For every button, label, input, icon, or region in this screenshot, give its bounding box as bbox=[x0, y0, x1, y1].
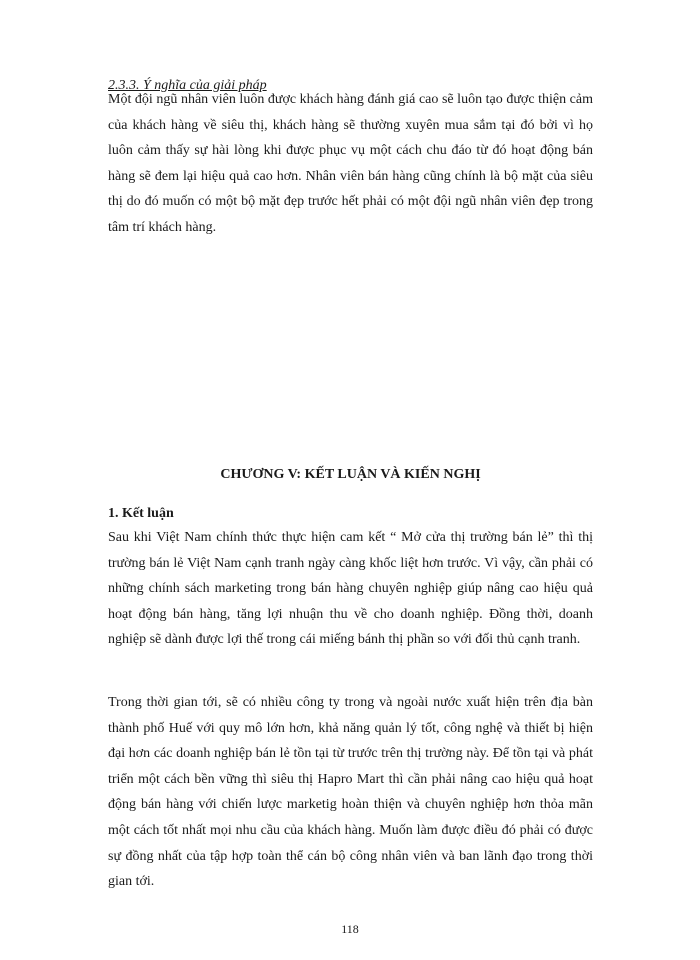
page-number: 118 bbox=[341, 922, 359, 936]
subsection-heading: 2.3.3. Ý nghĩa của giải pháp bbox=[108, 78, 267, 93]
paragraph-solution-meaning: Một đội ngũ nhân viên luôn được khách hàng đánh giá cao sẽ luôn tạo được thiện cảm của khách hàng về siêu thị, khách hàng sẽ thường xuyên mua sắm tại đó bởi vì họ luôn cảm thấy sự hài lòng khi được phục vụ một cách chu đáo từ đó hoạt động bán hàng sẽ đem lại hiệu quả cao hơn. Nhân viên bán hàng cũng chính là bộ mặt của siêu thị do đó muốn có một bộ mặt đẹp trước hết phải có một đội ngũ nhân viên đẹp trong tâm trí khách hàng. bbox=[108, 92, 593, 235]
section-heading-conclusion: 1. Kết luận bbox=[108, 506, 174, 521]
chapter-title: CHƯƠNG V: KẾT LUẬN VÀ KIẾN NGHỊ bbox=[220, 467, 481, 482]
paragraph-conclusion-2: Trong thời gian tới, sẽ có nhiều công ty trong và ngoài nước xuất hiện trên địa bàn thành phố Huế với quy mô lớn hơn, khả năng quản lý tốt, công nghệ và thiết bị hiện đại hơn các doanh nghiệp bán lẻ tồn tại từ trước trên thị trường này. Để tồn tại và phát triển một cách bền vững thì siêu thị Hapro Mart thì cần phải nâng cao hiệu quả hoạt động bán hàng với chiến lược marketig hoàn thiện và chuyên nghiệp hơn thỏa mãn một cách tốt nhất mọi nhu cầu của khách hàng. Muốn làm được điều đó phải có được sự đồng nhất của tập hợp toàn thể cán bộ công nhân viên và ban lãnh đạo trong thời gian tới. bbox=[108, 695, 593, 890]
paragraph-conclusion-1: Sau khi Việt Nam chính thức thực hiện cam kết “ Mở cửa thị trường bán lẻ” thì thị trường bán lẻ Việt Nam cạnh tranh ngày càng khốc liệt hơn trước. Vì vậy, cần phải có những chính sách marketing trong bán hàng chuyên nghiệp giúp nâng cao hiệu quả hoạt động bán hàng, tăng lợi nhuận thu về cho doanh nghiệp. Đồng thời, doanh nghiệp sẽ dành được lợi thế trong cái miếng bánh thị phần so với đối thủ cạnh tranh. bbox=[108, 530, 593, 648]
